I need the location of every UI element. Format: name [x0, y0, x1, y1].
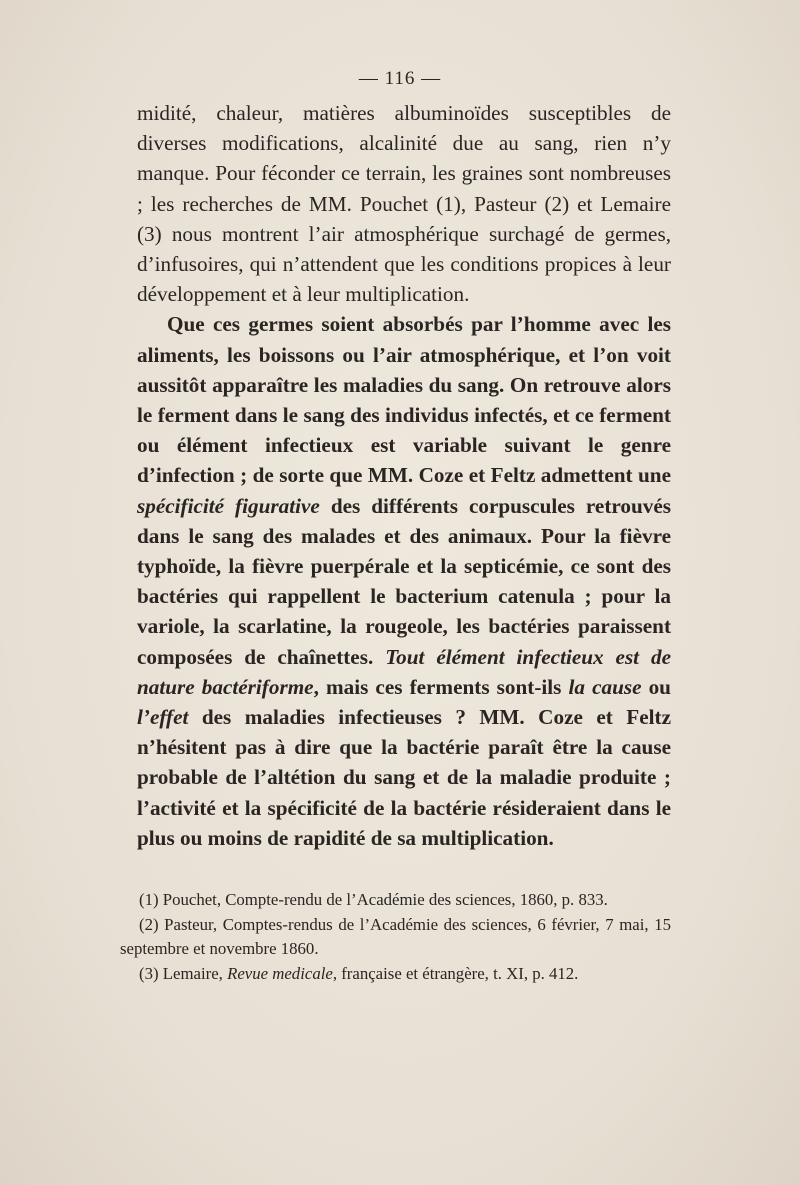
paragraph-2-part-2: des différents corpuscules retrouvés dans le sang des malades et des animaux. Pour la fièvre typhoïde, la fièvre puerpérale et la septicémie, ce sont des bactéries qui rappellent le bacterium catenula ; pour la variole, la scarlatine, la rougeole, les bactéries paraissent composées de chaînettes.	[137, 493, 672, 669]
italic-la-cause: la cause	[568, 674, 642, 699]
footnote-3	[120, 962, 671, 987]
body-text	[137, 98, 671, 853]
italic-l-effet: l’effet	[137, 705, 189, 730]
page-number: — 116 —	[358, 68, 442, 89]
paragraph-2-part-5: des maladies infectieuses ? MM. Coze et Feltz n’hésitent pas à dire que la bactérie paraît être la cause probable de l’altétion du sang et de la maladie produite ; l’activité et la spécificité de la bactérie résideraient dans le plus ou moins de rapidité de sa multiplication.	[137, 705, 671, 850]
footnotes	[120, 888, 671, 986]
footnote-1: (1) Pouchet, Compte-rendu de l’Académie des sciences, 1860, p. 833.	[139, 890, 608, 909]
footnote-3-journal: Revue medicale	[227, 963, 333, 983]
paragraph-2-part-3: , mais ces ferments sont-ils	[313, 674, 569, 699]
paragraph-2-part-4: ou	[641, 674, 671, 699]
paragraph-2-part-1: Que ces germes soient absorbés par l’homme avec les aliments, les boissons ou l’air atmosphérique, et l’on voit aussitôt apparaître les maladies du sang. On retrouve alors le ferment dans le sang des individus infectés, et ce ferment ou élément infectieux est variable suivant le genre d’infection ; de sorte que MM. Coze et Feltz admettent une	[137, 312, 671, 488]
footnote-3-prefix: (3) Lemaire,	[139, 963, 228, 983]
footnote-3-suffix: , française et étrangère, t. XI, p. 412.	[332, 963, 579, 983]
italic-specificite-figurative: spécificité figurative	[137, 493, 320, 518]
italic-tout-element-infectieux: Tout élément infectieux est de nature bactériforme	[137, 644, 671, 699]
paragraph-2	[137, 309, 671, 853]
footnote-2: (2) Pasteur, Comptes-rendus de l’Académie des sciences, 6 février, 7 mai, 15 septembre et novembre 1860.	[120, 914, 671, 958]
paragraph-1: midité, chaleur, matières albuminoïdes susceptibles de diverses modifications, alcalinité due au sang, rien n’y manque. Pour féconder ce terrain, les graines sont nombreuses ; les recherches de MM. Pouchet (1), Pasteur (2) et Lemaire (3) nous montrent l’air atmosphérique surchagé de germes, d’infusoires, qui n’attendent que les conditions propices à leur développement et à leur multiplication.	[137, 101, 671, 307]
